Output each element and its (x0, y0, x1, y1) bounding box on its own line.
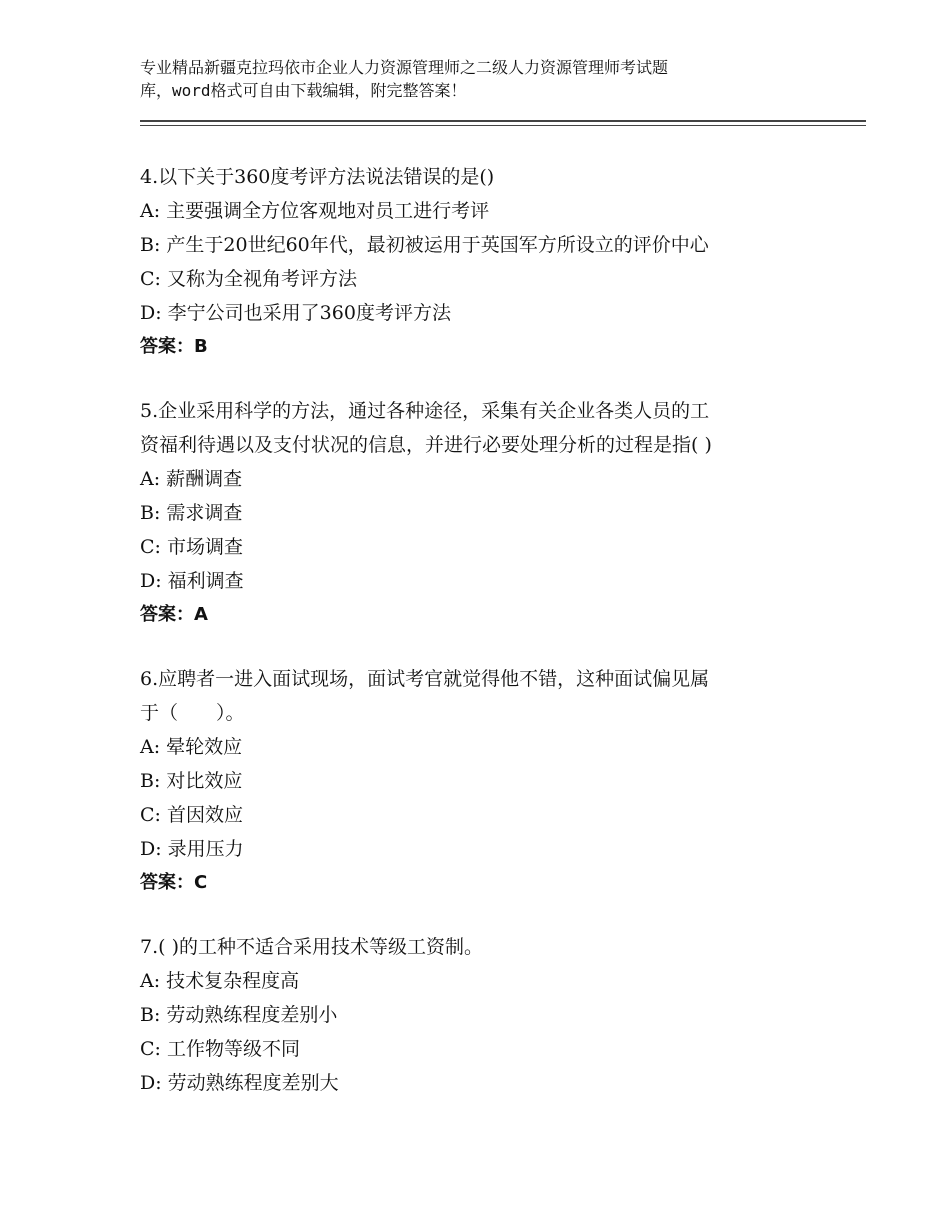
question-6 (140, 662, 830, 900)
option-c: C: 又称为全视角考评方法 (140, 268, 357, 290)
option-b: B: 劳动熟练程度差别小 (140, 1004, 338, 1026)
answer: 答案：A (140, 604, 208, 625)
question-4 (140, 160, 830, 364)
question-text-line: 7.( )的工种不适合采用技术等级工资制。 (140, 936, 483, 958)
option-c: C: 首因效应 (140, 804, 243, 826)
header-line-1: 专业精品新疆克拉玛依市企业人力资源管理师之二级人力资源管理师考试题 (140, 58, 669, 77)
option-b: B: 产生于20世纪60年代，最初被运用于英国军方所设立的评价中心 (140, 234, 709, 256)
question-5 (140, 394, 830, 632)
option-c: C: 市场调查 (140, 536, 243, 558)
option-b: B: 需求调查 (140, 502, 243, 524)
option-a: A: 技术复杂程度高 (140, 970, 300, 992)
answer: 答案：C (140, 872, 208, 893)
header-divider-thin (140, 125, 866, 126)
answer: 答案：B (140, 336, 208, 357)
option-b: B: 对比效应 (140, 770, 243, 792)
question-text-line: 5.企业采用科学的方法，通过各种途径，采集有关企业各类人员的工 (140, 400, 710, 422)
question-text-line: 于（ ）。 (140, 702, 245, 724)
option-a: A: 主要强调全方位客观地对员工进行考评 (140, 200, 490, 222)
question-text-line: 4.以下关于360度考评方法说法错误的是() (140, 166, 495, 188)
option-a: A: 晕轮效应 (140, 736, 243, 758)
header-divider-thick (140, 120, 866, 122)
option-a: A: 薪酬调查 (140, 468, 243, 490)
question-7 (140, 930, 830, 1100)
option-d: D: 福利调查 (140, 570, 244, 592)
question-text-line: 资福利待遇以及支付状况的信息，并进行必要处理分析的过程是指( ) (140, 434, 712, 456)
option-d: D: 李宁公司也采用了360度考评方法 (140, 302, 451, 324)
option-d: D: 录用压力 (140, 838, 244, 860)
document-header (140, 56, 780, 102)
question-list (140, 160, 830, 1130)
header-line-2: 库，word格式可自由下载编辑，附完整答案！ (140, 81, 467, 100)
question-text-line: 6.应聘者一进入面试现场，面试考官就觉得他不错，这种面试偏见属 (140, 668, 710, 690)
option-d: D: 劳动熟练程度差别大 (140, 1072, 339, 1094)
option-c: C: 工作物等级不同 (140, 1038, 300, 1060)
